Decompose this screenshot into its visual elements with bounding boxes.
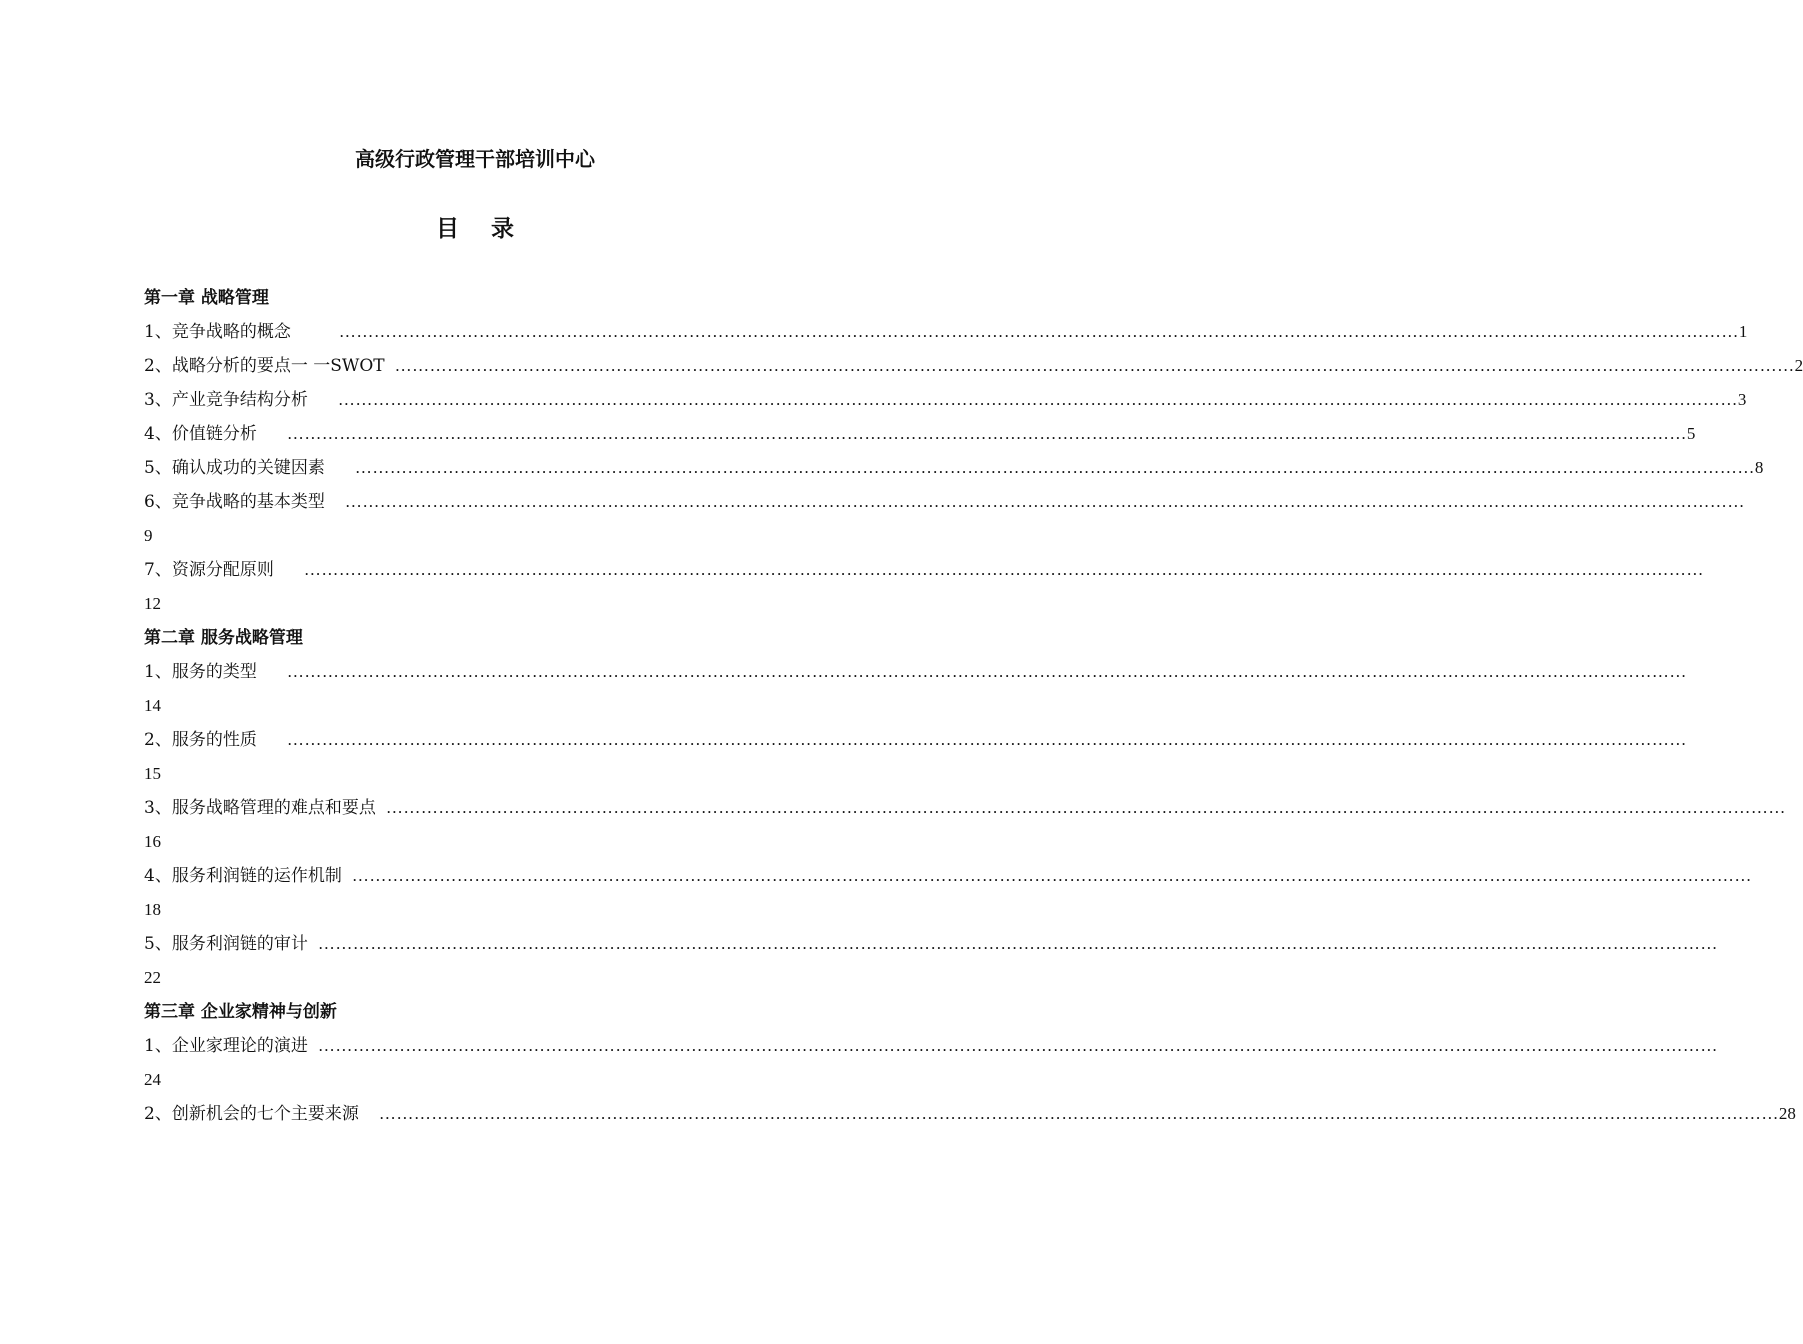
toc-leader-dots: …………………………………………………………………………………………………………………………………………………………………………………………………………………… (337, 390, 1738, 409)
toc-entry-spacer (308, 927, 318, 961)
toc-entry-spacer (325, 485, 345, 519)
toc-entry-spacer (257, 417, 287, 451)
toc-page-number: 15 (144, 764, 161, 783)
toc-entry[interactable] (144, 383, 1747, 417)
toc-entry[interactable] (144, 655, 1687, 689)
toc-entry-spacer (257, 655, 287, 689)
toc-entry[interactable] (144, 1097, 1796, 1131)
toc-leader-dots: …………………………………………………………………………………………………………………………………………………………………………………………………………………… (303, 560, 1704, 579)
toc-entry-spacer (342, 859, 352, 893)
toc-leader-dots: …………………………………………………………………………………………………………………………………………………………………………………………………………………… (317, 934, 1718, 953)
toc-entry-spacer (325, 451, 355, 485)
toc-leader-dots: …………………………………………………………………………………………………………………………………………………………………………………………………………………… (394, 356, 1795, 375)
toc-chapter-heading: 第二章 服务战略管理 (144, 628, 303, 648)
toc-entry-title: 5、服务利润链的审计 (144, 934, 308, 954)
toc-entry-title: 6、竞争战略的基本类型 (144, 492, 325, 512)
toc-entry-spacer (359, 1097, 379, 1131)
toc-entry[interactable] (144, 723, 1687, 757)
toc-entry-title: 1、企业家理论的演进 (144, 1036, 308, 1056)
toc-entry-spacer (376, 791, 386, 825)
toc-leader-dots: …………………………………………………………………………………………………………………………………………………………………………………………………………………… (354, 458, 1755, 477)
toc-entry-title: 2、创新机会的七个主要来源 (144, 1104, 359, 1124)
toc-entry[interactable] (144, 791, 1786, 825)
toc-entry-title: 3、产业竞争结构分析 (144, 390, 308, 410)
toc-entry-title: 2、服务的性质 (144, 730, 257, 750)
toc-leader-dots: …………………………………………………………………………………………………………………………………………………………………………………………………………………… (385, 798, 1786, 817)
toc-page-number: 28 (1778, 1104, 1796, 1123)
toc-entry[interactable] (144, 1029, 1718, 1063)
toc-entry[interactable] (144, 485, 1745, 519)
toc-entry-spacer (308, 1029, 318, 1063)
toc-leader-dots: …………………………………………………………………………………………………………………………………………………………………………………………………………………… (344, 492, 1745, 511)
toc-entry-spacer (274, 553, 304, 587)
toc-page-number: 3 (1737, 390, 1747, 409)
toc-entry-spacer (257, 723, 287, 757)
toc-entry[interactable] (144, 859, 1752, 893)
toc-page-number: 12 (144, 594, 161, 613)
toc-page-number: 5 (1686, 424, 1696, 443)
toc-entry-spacer (308, 383, 338, 417)
toc-page-number: 1 (1738, 322, 1748, 341)
toc-entry-title: 4、服务利润链的运作机制 (144, 866, 342, 886)
toc-entry[interactable] (144, 451, 1764, 485)
toc-entry[interactable] (144, 927, 1718, 961)
toc-entry[interactable] (144, 417, 1696, 451)
toc-entry[interactable] (144, 553, 1704, 587)
toc-page-number: 14 (144, 696, 161, 715)
toc-entry-title: 3、服务战略管理的难点和要点 (144, 798, 376, 818)
toc-leader-dots: …………………………………………………………………………………………………………………………………………………………………………………………………………………… (286, 662, 1687, 681)
table-of-contents (144, 281, 1803, 1131)
toc-leader-dots: …………………………………………………………………………………………………………………………………………………………………………………………………………………… (286, 424, 1687, 443)
toc-entry-title: 7、资源分配原则 (144, 560, 274, 580)
toc-entry-title: 2、战略分析的要点一 一SWOT (144, 356, 385, 376)
toc-entry-spacer (291, 315, 339, 349)
organization-title: 高级行政管理干部培训中心 (355, 147, 595, 171)
toc-entry[interactable] (144, 315, 1748, 349)
toc-leader-dots: …………………………………………………………………………………………………………………………………………………………………………………………………………………… (338, 322, 1739, 341)
toc-page-number: 8 (1754, 458, 1764, 477)
toc-leader-dots: …………………………………………………………………………………………………………………………………………………………………………………………………………………… (351, 866, 1752, 885)
toc-page-number: 16 (144, 832, 161, 851)
toc-entry-title: 5、确认成功的关键因素 (144, 458, 325, 478)
toc-title: 目 录 (435, 215, 526, 242)
toc-chapter-heading: 第一章 战略管理 (144, 288, 269, 308)
toc-page-number: 9 (144, 526, 153, 545)
toc-leader-dots: …………………………………………………………………………………………………………………………………………………………………………………………………………………… (317, 1036, 1718, 1055)
toc-entry-title: 1、服务的类型 (144, 662, 257, 682)
toc-entry[interactable] (144, 349, 1803, 383)
toc-entry-title: 1、竞争战略的概念 (144, 322, 291, 342)
toc-page-number: 22 (144, 968, 161, 987)
toc-leader-dots: …………………………………………………………………………………………………………………………………………………………………………………………………………………… (378, 1104, 1779, 1123)
toc-page-number: 2 (1794, 356, 1803, 375)
toc-leader-dots: …………………………………………………………………………………………………………………………………………………………………………………………………………………… (286, 730, 1687, 749)
toc-chapter-heading: 第三章 企业家精神与创新 (144, 1002, 337, 1022)
toc-entry-spacer (385, 349, 395, 383)
toc-page-number: 24 (144, 1070, 161, 1089)
toc-page-number: 18 (144, 900, 161, 919)
toc-entry-title: 4、价值链分析 (144, 424, 257, 444)
